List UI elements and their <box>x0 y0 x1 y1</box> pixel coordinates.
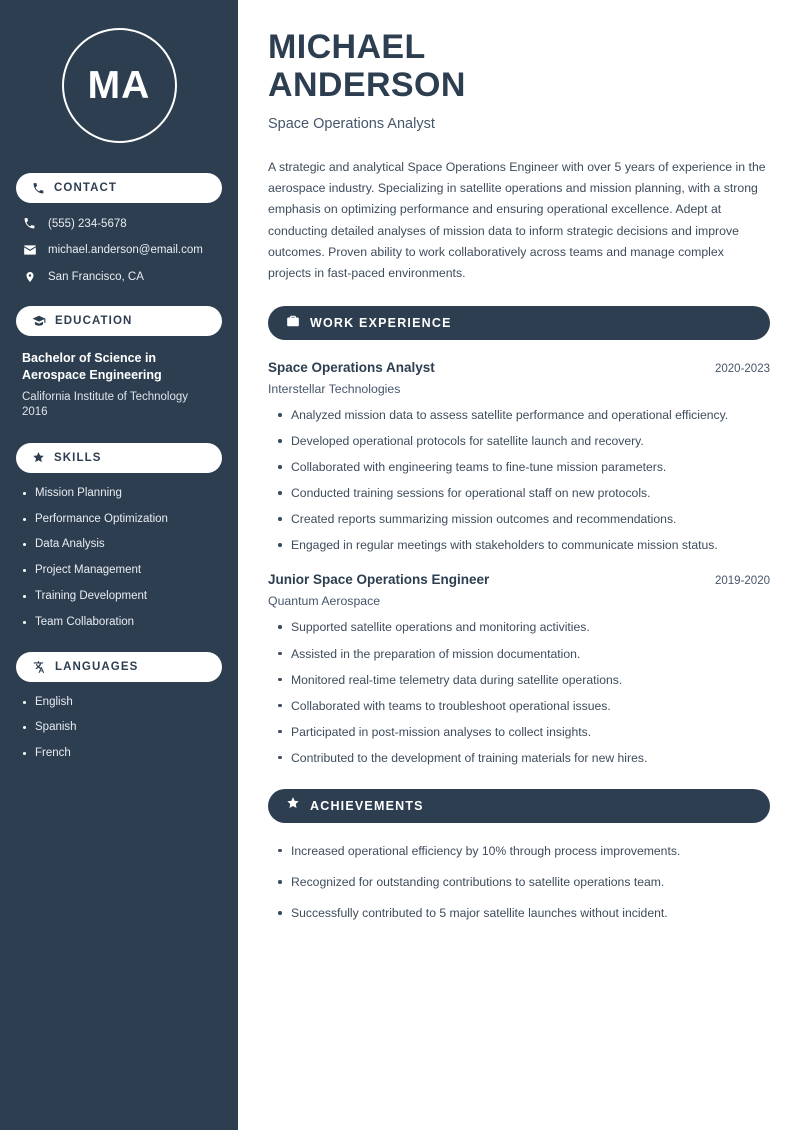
list-item: Developed operational protocols for satellite launch and recovery. <box>276 433 770 450</box>
list-item: Spanish <box>22 721 216 735</box>
envelope-icon <box>22 243 37 257</box>
list-item: Recognized for outstanding contributions to satellite operations team. <box>276 874 770 891</box>
list-item: Performance Optimization <box>22 513 216 527</box>
experience-title: Junior Space Operations Engineer <box>268 572 490 588</box>
first-name: MICHAEL <box>268 28 426 66</box>
contact-location-value: San Francisco, CA <box>48 271 144 283</box>
experience-list <box>268 360 770 767</box>
star-icon <box>286 796 300 815</box>
experience-item <box>268 572 770 766</box>
professional-summary: A strategic and analytical Space Operations Engineer with over 5 years of experience in the aerospace industry. Specializing in satellite operations and mission planning, with a strong emphasis on optimizing performance and ensuring operational excellence. Adept at conducting detailed analyses of mission data to inform strategic decisions and improve outcomes. Proven ability to work collaboratively across teams and manage complex projects in fast-paced environments. <box>268 160 766 280</box>
education-year: 2016 <box>22 406 48 419</box>
list-item: Conducted training sessions for operational staff on new protocols. <box>276 485 770 502</box>
contact-email-value: michael.anderson@email.com <box>48 244 203 256</box>
sidebar-heading-contact <box>16 173 222 203</box>
contact-phone-value: (555) 234-5678 <box>48 217 127 230</box>
experience-bullets <box>268 407 770 554</box>
list-item: Team Collaboration <box>22 616 216 630</box>
phone-icon <box>32 182 45 195</box>
list-item: Data Analysis <box>22 538 216 552</box>
list-item: Created reports summarizing mission outcomes and recommendations. <box>276 511 770 528</box>
list-item: Increased operational efficiency by 10% through process improvements. <box>276 843 770 860</box>
list-item: English <box>22 696 216 710</box>
sidebar-heading-contact-label: CONTACT <box>54 182 118 194</box>
list-item: Assisted in the preparation of mission documentation. <box>276 646 770 663</box>
sidebar-heading-languages <box>16 652 222 682</box>
experience-company: Quantum Aerospace <box>268 594 381 609</box>
list-item: Project Management <box>22 564 216 578</box>
section-heading-work-experience <box>268 306 770 340</box>
section-heading-achievements-label: ACHIEVEMENTS <box>310 798 424 813</box>
languages-list <box>16 696 222 761</box>
sidebar-heading-skills-label: SKILLS <box>54 451 102 464</box>
list-item: Collaborated with teams to troubleshoot operational issues. <box>276 698 770 715</box>
experience-company: Interstellar Technologies <box>268 382 401 396</box>
list-item: Supported satellite operations and monitoring activities. <box>276 619 770 636</box>
list-item: Contributed to the development of training materials for new hires. <box>276 750 770 767</box>
avatar: MA <box>62 28 177 143</box>
list-item: French <box>22 747 216 761</box>
main-content <box>238 0 800 1130</box>
contact-item-location[interactable] <box>16 270 222 284</box>
list-item: Participated in post-mission analyses to collect insights. <box>276 724 770 741</box>
list-item: Analyzed mission data to assess satellite performance and operational efficiency. <box>276 407 770 424</box>
contact-item-phone[interactable] <box>16 217 222 230</box>
achievements-list <box>268 843 770 922</box>
map-pin-icon <box>22 270 37 284</box>
sidebar-heading-languages-label: LANGUAGES <box>55 660 139 673</box>
experience-title: Space Operations Analyst <box>268 360 435 375</box>
list-item: Monitored real-time telemetry data during satellite operations. <box>276 672 770 689</box>
skills-list <box>16 487 222 630</box>
avatar-container <box>16 28 222 143</box>
list-item: Successfully contributed to 5 major satellite launches without incident. <box>276 905 770 922</box>
sidebar-heading-education <box>16 306 222 336</box>
list-item: Collaborated with engineering teams to fine-tune mission parameters. <box>276 459 770 476</box>
education-entry <box>16 350 222 421</box>
page-title <box>268 28 770 104</box>
experience-dates: 2019-2020 <box>715 575 770 588</box>
list-item: Mission Planning <box>22 487 216 501</box>
experience-item-header <box>268 360 770 375</box>
last-name: ANDERSON <box>268 66 466 105</box>
experience-dates: 2020-2023 <box>715 363 770 375</box>
section-heading-achievements <box>268 789 770 823</box>
contact-list <box>16 217 222 284</box>
phone-icon <box>22 217 37 230</box>
education-school: California Institute of Technology <box>22 390 188 403</box>
experience-item <box>268 360 770 554</box>
list-item: Engaged in regular meetings with stakeholders to communicate mission status. <box>276 537 770 554</box>
translate-icon <box>32 660 46 674</box>
list-item: Training Development <box>22 590 216 604</box>
experience-item-header <box>268 572 770 587</box>
sidebar <box>0 0 238 1130</box>
briefcase-icon <box>286 314 300 333</box>
experience-bullets <box>268 619 770 766</box>
education-degree: Bachelor of Science in Aerospace Engineering <box>22 351 162 382</box>
contact-item-email[interactable] <box>16 243 222 257</box>
graduation-cap-icon <box>32 314 46 328</box>
star-icon <box>32 451 45 464</box>
job-role-subtitle: Space Operations Analyst <box>268 116 435 133</box>
section-heading-work-experience-label: WORK EXPERIENCE <box>310 316 452 330</box>
sidebar-heading-education-label: EDUCATION <box>55 315 133 327</box>
sidebar-heading-skills <box>16 443 222 473</box>
